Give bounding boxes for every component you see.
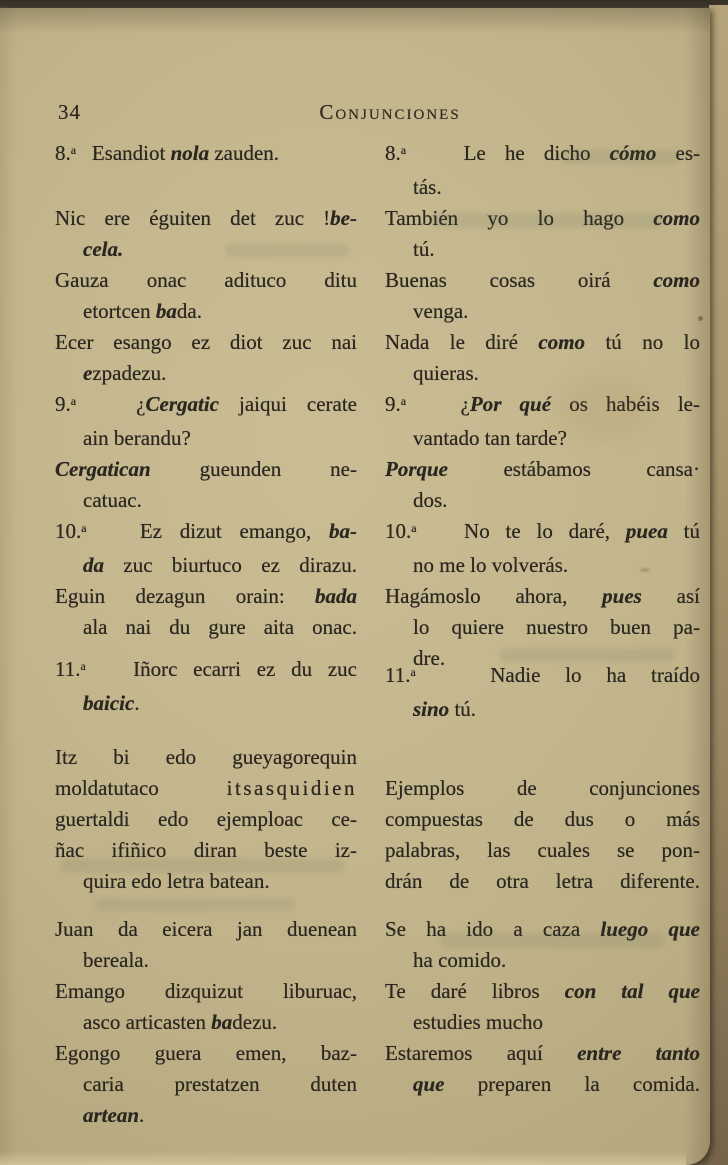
text-line <box>385 516 700 550</box>
text-line <box>385 550 700 581</box>
text-segment: a <box>410 665 416 680</box>
paper-stain <box>698 316 703 321</box>
text-line <box>385 945 700 976</box>
conjunction-emphasis: baicic <box>83 690 135 715</box>
ghost-text-smudge <box>500 648 675 662</box>
text-line <box>55 138 357 172</box>
text-segment: Ejemplos de conjunciones <box>385 776 700 801</box>
conjunction-emphasis: como <box>538 330 586 354</box>
conjunction-emphasis: e <box>83 361 93 385</box>
conjunction-emphasis: Cergatican <box>55 457 151 481</box>
text-segment: quira edo letra batean. <box>83 869 270 894</box>
text-segment: 8. <box>55 141 71 165</box>
paragraph <box>385 138 700 203</box>
text-line <box>385 976 700 1007</box>
text-segment: Juan da eicera jan duenean <box>55 917 357 942</box>
text-segment: tú. <box>413 237 435 261</box>
conjunction-emphasis: cómo <box>609 141 657 165</box>
page-header-title: Conjunciones <box>319 100 461 124</box>
conjunction-emphasis: con tal que <box>564 979 701 1004</box>
text-segment: preparen la comida. <box>444 1072 700 1097</box>
conjunction-emphasis: ba <box>211 1010 233 1035</box>
text-segment: zuc biurtuco ez dirazu. <box>104 553 357 577</box>
paragraph <box>55 454 357 516</box>
text-segment: dos. <box>413 488 448 512</box>
text-line <box>55 976 357 1007</box>
text-line <box>385 389 700 423</box>
ghost-text-smudge <box>60 858 345 873</box>
text-segment: así <box>641 584 700 608</box>
text-segment: a <box>400 394 407 408</box>
text-line <box>385 172 700 203</box>
text-segment: itsasquidien <box>226 776 357 801</box>
paragraph <box>55 138 357 172</box>
paragraph <box>55 1038 357 1131</box>
text-segment: venga. <box>413 299 469 323</box>
text-segment: Le he dicho <box>406 141 610 165</box>
paper-stain <box>560 378 650 438</box>
text-line <box>55 945 357 976</box>
ghost-text-smudge <box>430 213 665 228</box>
text-segment: Eguin dezagun orain: <box>55 584 315 608</box>
text-line <box>55 773 357 804</box>
text-line <box>55 296 357 327</box>
text-segment: Te daré libros <box>385 979 565 1004</box>
text-segment: jaiqui cerate <box>219 392 357 416</box>
text-segment: quieras. <box>413 361 479 385</box>
text-segment: os habéis le- <box>551 392 700 416</box>
text-segment: Estaremos aquí <box>385 1041 578 1066</box>
column-basque <box>55 138 357 1131</box>
text-segment: Nada le diré <box>385 330 539 354</box>
paragraph <box>55 516 357 581</box>
text-line <box>55 1100 357 1131</box>
text-line <box>55 423 357 454</box>
conjunction-emphasis: que <box>413 1072 445 1097</box>
text-segment: También yo lo hago <box>385 206 654 230</box>
text-line <box>385 804 700 835</box>
conjunction-emphasis: como <box>653 268 700 292</box>
text-segment: tú no lo <box>585 330 700 354</box>
text-segment: ala nai du gure aita onac. <box>83 615 357 639</box>
text-segment: Esandiot <box>76 141 171 165</box>
text-segment: bereala. <box>83 948 149 973</box>
text-segment: a <box>70 143 77 157</box>
text-segment: a <box>81 521 87 535</box>
conjunction-emphasis: ba- <box>329 519 357 543</box>
text-line <box>55 914 357 945</box>
text-segment: a <box>80 658 86 673</box>
paragraph <box>385 976 700 1038</box>
text-segment: dezu. <box>232 1010 278 1035</box>
text-line <box>385 1007 700 1038</box>
text-line <box>385 866 700 897</box>
text-segment: 8. <box>385 141 401 165</box>
text-line <box>55 1007 357 1038</box>
text-segment: 10. <box>55 519 82 543</box>
text-line <box>55 454 357 485</box>
text-line <box>385 454 700 485</box>
ghost-text-smudge <box>95 898 295 911</box>
text-segment: Gauza onac adituco ditu <box>55 268 357 292</box>
paragraph <box>385 454 700 516</box>
paragraph <box>385 516 700 581</box>
text-line <box>55 581 357 612</box>
text-segment: drán de otra letra diferente. <box>385 869 700 894</box>
text-line <box>385 1038 700 1069</box>
text-segment: moldatutaco <box>55 776 227 801</box>
text-segment: zpadezu. <box>92 361 167 385</box>
text-segment: a <box>70 394 77 408</box>
conjunction-emphasis: bada <box>315 584 357 608</box>
text-segment: ain berandu? <box>83 426 191 450</box>
text-line <box>385 485 700 516</box>
conjunction-emphasis: sino <box>413 697 450 722</box>
text-segment: gueunden ne- <box>150 457 357 481</box>
text-segment: 9. <box>55 392 71 416</box>
text-line <box>385 423 700 454</box>
text-segment: Nic ere éguiten det zuc ! <box>55 206 331 230</box>
text-line <box>55 688 357 719</box>
text-line <box>385 296 700 327</box>
text-segment: ñac ifiñico diran beste iz- <box>55 838 357 863</box>
text-line <box>55 485 357 516</box>
text-segment: da. <box>176 299 202 323</box>
paragraph <box>385 389 700 454</box>
conjunction-emphasis: da <box>83 553 104 577</box>
text-segment: 11. <box>55 656 81 681</box>
paragraph <box>55 581 357 643</box>
paragraph <box>55 389 357 454</box>
paragraph <box>385 660 700 725</box>
text-segment: es- <box>656 141 700 165</box>
book-page-stack-edge <box>709 5 728 1165</box>
text-segment: asco articasten <box>83 1010 212 1035</box>
text-line <box>55 550 357 581</box>
text-line <box>55 804 357 835</box>
text-line <box>385 327 700 358</box>
text-segment: a <box>400 143 407 157</box>
text-line <box>55 265 357 296</box>
text-line <box>55 389 357 423</box>
conjunction-emphasis: nola <box>170 141 210 165</box>
text-segment: lo quiere nuestro buen pa- <box>413 615 700 639</box>
text-segment: 10. <box>385 519 412 543</box>
text-segment: guertaldi edo ejemploac ce- <box>55 807 357 832</box>
text-line <box>55 358 357 389</box>
conjunction-emphasis: puea <box>625 519 668 543</box>
paragraph <box>385 1038 700 1100</box>
text-segment: catuac. <box>83 488 142 512</box>
text-line <box>55 203 357 234</box>
text-line <box>385 660 700 694</box>
text-segment: no me lo volverás. <box>413 553 569 577</box>
text-line <box>55 1038 357 1069</box>
text-line <box>385 1069 700 1100</box>
text-line <box>385 265 700 296</box>
conjunction-emphasis: ba <box>155 299 177 323</box>
text-line <box>385 773 700 804</box>
text-segment: ¿ <box>76 392 146 416</box>
conjunction-emphasis: entre tanto <box>577 1041 700 1066</box>
text-segment: tú <box>667 519 700 543</box>
paragraph <box>55 976 357 1038</box>
text-line <box>385 835 700 866</box>
text-line <box>385 612 700 643</box>
text-segment: tú. <box>449 697 477 722</box>
text-segment: a <box>411 521 417 535</box>
text-segment: etortcen <box>83 299 156 323</box>
text-segment: vantado tan tarde? <box>413 426 567 450</box>
column-spanish <box>385 138 700 1100</box>
paragraph <box>55 654 357 719</box>
text-segment: . <box>134 690 140 715</box>
text-segment: Egongo guera emen, baz- <box>55 1041 357 1066</box>
page-number: 34 <box>58 100 81 124</box>
paper-stain <box>640 568 650 572</box>
text-line <box>55 1069 357 1100</box>
text-segment: Se ha ido a caza <box>385 917 601 942</box>
text-segment: Emango dizquizut liburuac, <box>55 979 357 1004</box>
text-segment: . <box>139 1103 145 1128</box>
text-segment: estudies mucho <box>413 1010 544 1035</box>
text-segment: No te lo daré, <box>416 519 626 543</box>
text-line <box>55 327 357 358</box>
text-line <box>55 612 357 643</box>
conjunction-emphasis: pues <box>602 584 642 608</box>
text-segment: Iñorc ecarri ez du zuc <box>85 656 357 681</box>
text-segment: Buenas cosas oirá <box>385 268 654 292</box>
ghost-text-smudge <box>440 933 665 948</box>
text-segment: ¿ <box>406 392 470 416</box>
conjunction-emphasis: Porque <box>385 457 448 481</box>
text-segment: zauden. <box>209 141 280 165</box>
text-segment: Nadie lo ha traído <box>415 663 700 688</box>
text-line <box>385 581 700 612</box>
text-segment: Hagámoslo ahora, <box>385 584 603 608</box>
paragraph <box>55 742 357 897</box>
text-segment: caria prestatzen duten <box>83 1072 357 1097</box>
text-line <box>385 694 700 725</box>
text-segment: compuestas de dus o más <box>385 807 700 832</box>
paragraph <box>55 265 357 327</box>
text-segment: Itz bi edo gueyagorequin <box>55 745 357 770</box>
paragraph <box>55 327 357 389</box>
conjunction-emphasis: Cergatic <box>145 392 219 416</box>
conjunction-emphasis: como <box>653 206 700 230</box>
text-segment: dre. <box>413 646 446 670</box>
text-segment: tás. <box>413 175 442 199</box>
text-segment: 9. <box>385 392 401 416</box>
paragraph <box>385 327 700 389</box>
text-segment: Ecer esango ez diot zuc nai <box>55 330 357 354</box>
text-line <box>55 742 357 773</box>
conjunction-emphasis: Por qué <box>469 392 552 416</box>
text-line <box>385 358 700 389</box>
conjunction-emphasis: be- <box>330 206 357 230</box>
text-segment: estábamos cansa· <box>448 457 700 481</box>
conjunction-emphasis: artean <box>83 1103 140 1128</box>
text-segment: Ez dizut emango, <box>86 519 329 543</box>
text-segment: ha comido. <box>413 948 507 973</box>
conjunction-emphasis: cela. <box>83 237 124 261</box>
text-line <box>55 516 357 550</box>
ghost-text-smudge <box>225 244 350 257</box>
text-line <box>385 234 700 265</box>
paragraph <box>385 265 700 327</box>
paragraph <box>385 773 700 897</box>
text-segment: palabras, las cuales se pon- <box>385 838 700 863</box>
paragraph <box>55 914 357 976</box>
conjunction-emphasis: luego que <box>600 917 700 942</box>
ghost-text-smudge <box>560 150 680 165</box>
page-paper <box>0 8 710 1165</box>
text-segment: 11. <box>385 663 411 688</box>
page-bottom-edge <box>0 1151 686 1165</box>
text-line <box>55 654 357 688</box>
